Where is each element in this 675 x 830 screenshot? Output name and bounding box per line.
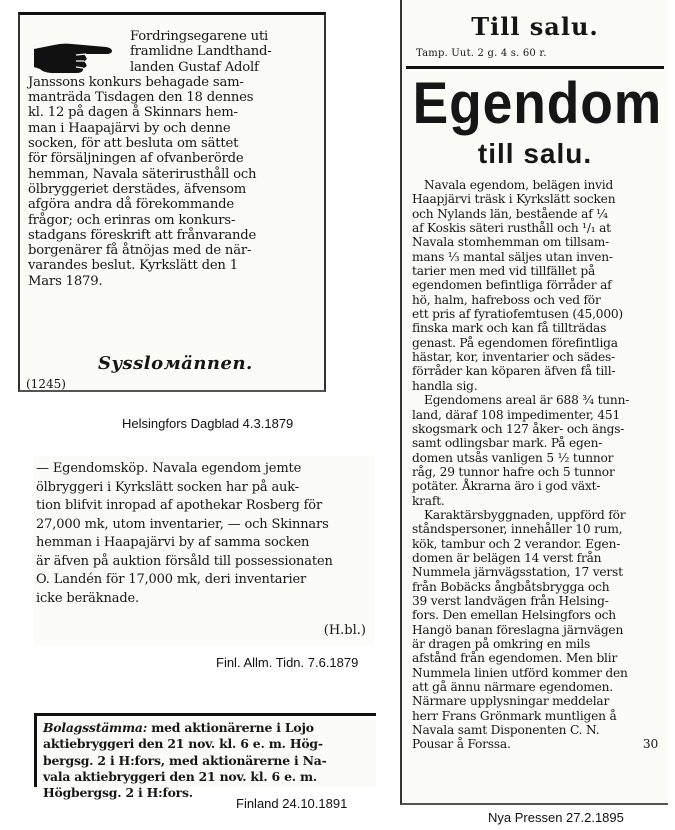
- text-line: domen utsås vanligen 5 ½ tunnor: [412, 450, 614, 465]
- divider: [406, 66, 664, 69]
- ad-headline: Egendom: [412, 71, 663, 136]
- text-line: afstånd från egendomen. Men blir: [412, 651, 618, 666]
- text-line: [43, 720, 374, 736]
- text-line: och Nylands län, bestående af ¼: [412, 206, 608, 221]
- text-line: tion blifvit inropad af apothekar Rosberg för: [36, 498, 323, 513]
- text-line: Närmare upplysningar meddelar: [412, 694, 610, 709]
- clipping-estate-for-sale: [400, 0, 668, 805]
- text-line: förråder kan köparen äfven få till-: [412, 364, 616, 379]
- caption-clip1: Helsingfors Dagblad 4.3.1879: [122, 416, 294, 431]
- ad-subheadline: till salu.: [477, 138, 593, 169]
- lead-word: Bolagsstämma:: [43, 720, 148, 735]
- text-line: ståndspersoner, innehåller 10 rum,: [412, 522, 623, 537]
- text-line: från Bobäcks ångbåtsbrygga och: [412, 579, 610, 594]
- clipping-property-sale: [34, 455, 374, 645]
- text-line: Navala stomhemman om tillsam-: [412, 235, 610, 250]
- text-line: potäter. Åkrarna äro i god växt-: [412, 479, 601, 494]
- text-line: kök, tambur och 2 verandor. Egen-: [412, 536, 621, 551]
- text-line: manträda Tisdagen den 18 dennes: [28, 90, 254, 106]
- text-line: 27,000 mk, utom inventarier, — och Skinnars: [36, 516, 329, 532]
- text-line: Högbergsg. 2 i H:fors.: [43, 785, 193, 801]
- text-line: är dragen på omkring en mils: [412, 637, 591, 651]
- text-line: hemman i Haapajärvi by af samma socken: [36, 535, 310, 550]
- text-segment: med aktionärerne i Lojo: [147, 720, 314, 735]
- text-line: man i Haapajärvi by och denne: [28, 120, 231, 136]
- text-line: afgöra andra då förekommande: [28, 197, 235, 213]
- ad-title: Till salu.: [471, 12, 599, 41]
- text-line: framlidne Landthand-: [130, 44, 272, 60]
- ad-text: [412, 178, 662, 752]
- text-line: ett pris af fyratiofemtusen (45,000): [412, 307, 623, 322]
- text-line: bergsg. 2 i H:fors, med aktionärerne i Na-: [43, 752, 327, 768]
- notice-number: (1245): [26, 377, 66, 391]
- text-line: Nummela linien utförd kommer den: [412, 665, 628, 680]
- text-line: Nummela järnvägsstation, 17 verst: [412, 565, 623, 580]
- text-line: icke beräknade.: [36, 590, 140, 606]
- notice-text: [28, 29, 318, 289]
- text-line: frågor; och erinras om konkurs-: [28, 212, 236, 228]
- text-line: handla sig.: [412, 378, 478, 393]
- text-line: herr Frans Grönmark muntligen å: [412, 708, 617, 723]
- text-line: är äfven på auktion försåld till possessionaten: [36, 553, 333, 569]
- text-line: socken, för att besluta om sättet: [28, 136, 239, 152]
- source-ref: (H.bl.): [323, 623, 366, 638]
- text-line: landen Gustaf Adolf: [130, 59, 259, 75]
- text-line: domen är belägen 14 verst från: [412, 550, 602, 565]
- text-line: land, däraf 108 impedimenter, 451: [412, 407, 621, 422]
- ad-number: 30: [642, 737, 658, 752]
- text-line: af Koskis säteri rusthåll och ¹/₁ at: [412, 221, 611, 236]
- text-line: [412, 737, 662, 751]
- text-line: stadgans föreskrift att frånvarande: [28, 227, 257, 243]
- text-line: för försäljningen af ofvanberörde: [28, 151, 244, 167]
- text-line: hästar, kor, inventarier och sädes-: [412, 350, 616, 365]
- clipping-creditors-meeting: [18, 12, 326, 392]
- text-line: samt odlingsbar mark. På egen-: [412, 436, 603, 451]
- text-line: — Egendomsköp. Navala egendom jemte: [36, 461, 302, 476]
- text-line: ölbryggeri i Kyrkslätt socken har på auk-: [36, 479, 300, 495]
- text-line: mans ⅓ mantal säljes utan inven-: [412, 249, 613, 264]
- notice-text: [36, 460, 370, 608]
- text-line: hemman, Navala säterirusthåll och: [28, 166, 257, 182]
- text-line: kraft.: [412, 493, 445, 508]
- text-line: hö, halm, hafreboss och ved för: [412, 292, 601, 307]
- text-line: vala aktiebryggeri den 21 nov. kl. 6 e. m.: [43, 768, 318, 784]
- text-line: att gå ännu närmare egendomen.: [412, 680, 613, 695]
- clipping-shareholders-meeting: [34, 713, 376, 801]
- text-line: egendomen befintliga förråder af: [412, 278, 612, 293]
- text-line: Karaktärsbyggnaden, uppförd för: [424, 507, 626, 522]
- text-line: råg, 29 tunnor hafre och 5 tunnor: [412, 464, 615, 479]
- text-line: 39 verst landvägen från Helsing-: [412, 593, 609, 608]
- text-line: Hangö banan föreslagna järnvägen: [412, 622, 624, 637]
- text-line: Egendomens areal är 688 ¾ tunn-: [424, 393, 630, 408]
- ad-price-line: Tamp. Uut. 2 g. 4 s. 60 r.: [416, 48, 547, 59]
- text-line: skogsmark och 127 åker- och ängs-: [412, 421, 625, 436]
- notice-text: [43, 720, 374, 801]
- text-line: Janssons konkurs behagade sam-: [28, 74, 244, 90]
- text-line: genast. På egendomen förefintliga: [412, 335, 618, 350]
- text-line: O. Landén för 17,000 mk, deri inventarier: [36, 572, 307, 587]
- text-line: kl. 12 på dagen å Skinnars hem-: [28, 105, 238, 121]
- caption-clip4: Nya Pressen 27.2.1895: [488, 810, 624, 825]
- text-line: aktiebryggeri den 21 nov. kl. 6 e. m. Hög-: [43, 736, 323, 752]
- text-line: finska mark och kan få tillträdas: [412, 321, 607, 336]
- text-line: borgenärer få åtnöjas med de när-: [28, 243, 252, 259]
- text-segment: Pousar å Forssa.: [412, 737, 511, 752]
- text-line: fors. Den emellan Helsingfors och: [412, 608, 616, 623]
- text-line: ölbryggeriet derstädes, äfvensom: [28, 181, 247, 197]
- text-line: Haapjärvi träsk i Kyrkslätt socken: [412, 192, 616, 207]
- text-line: tarier men med vid tillfället på: [412, 264, 596, 279]
- text-line: Fordringsegarene uti: [130, 29, 269, 44]
- text-line: Mars 1879.: [28, 273, 103, 289]
- text-line: varandes beslut. Kyrkslätt den 1: [28, 258, 238, 274]
- caption-clip2: Finl. Allm. Tidn. 7.6.1879: [216, 655, 359, 670]
- signature: Syssloмännen.: [98, 353, 253, 374]
- text-line: Navala samt Disponenten C. N.: [412, 723, 600, 738]
- text-line: Navala egendom, belägen invid: [424, 178, 614, 192]
- caption-clip3: Finland 24.10.1891: [236, 796, 348, 811]
